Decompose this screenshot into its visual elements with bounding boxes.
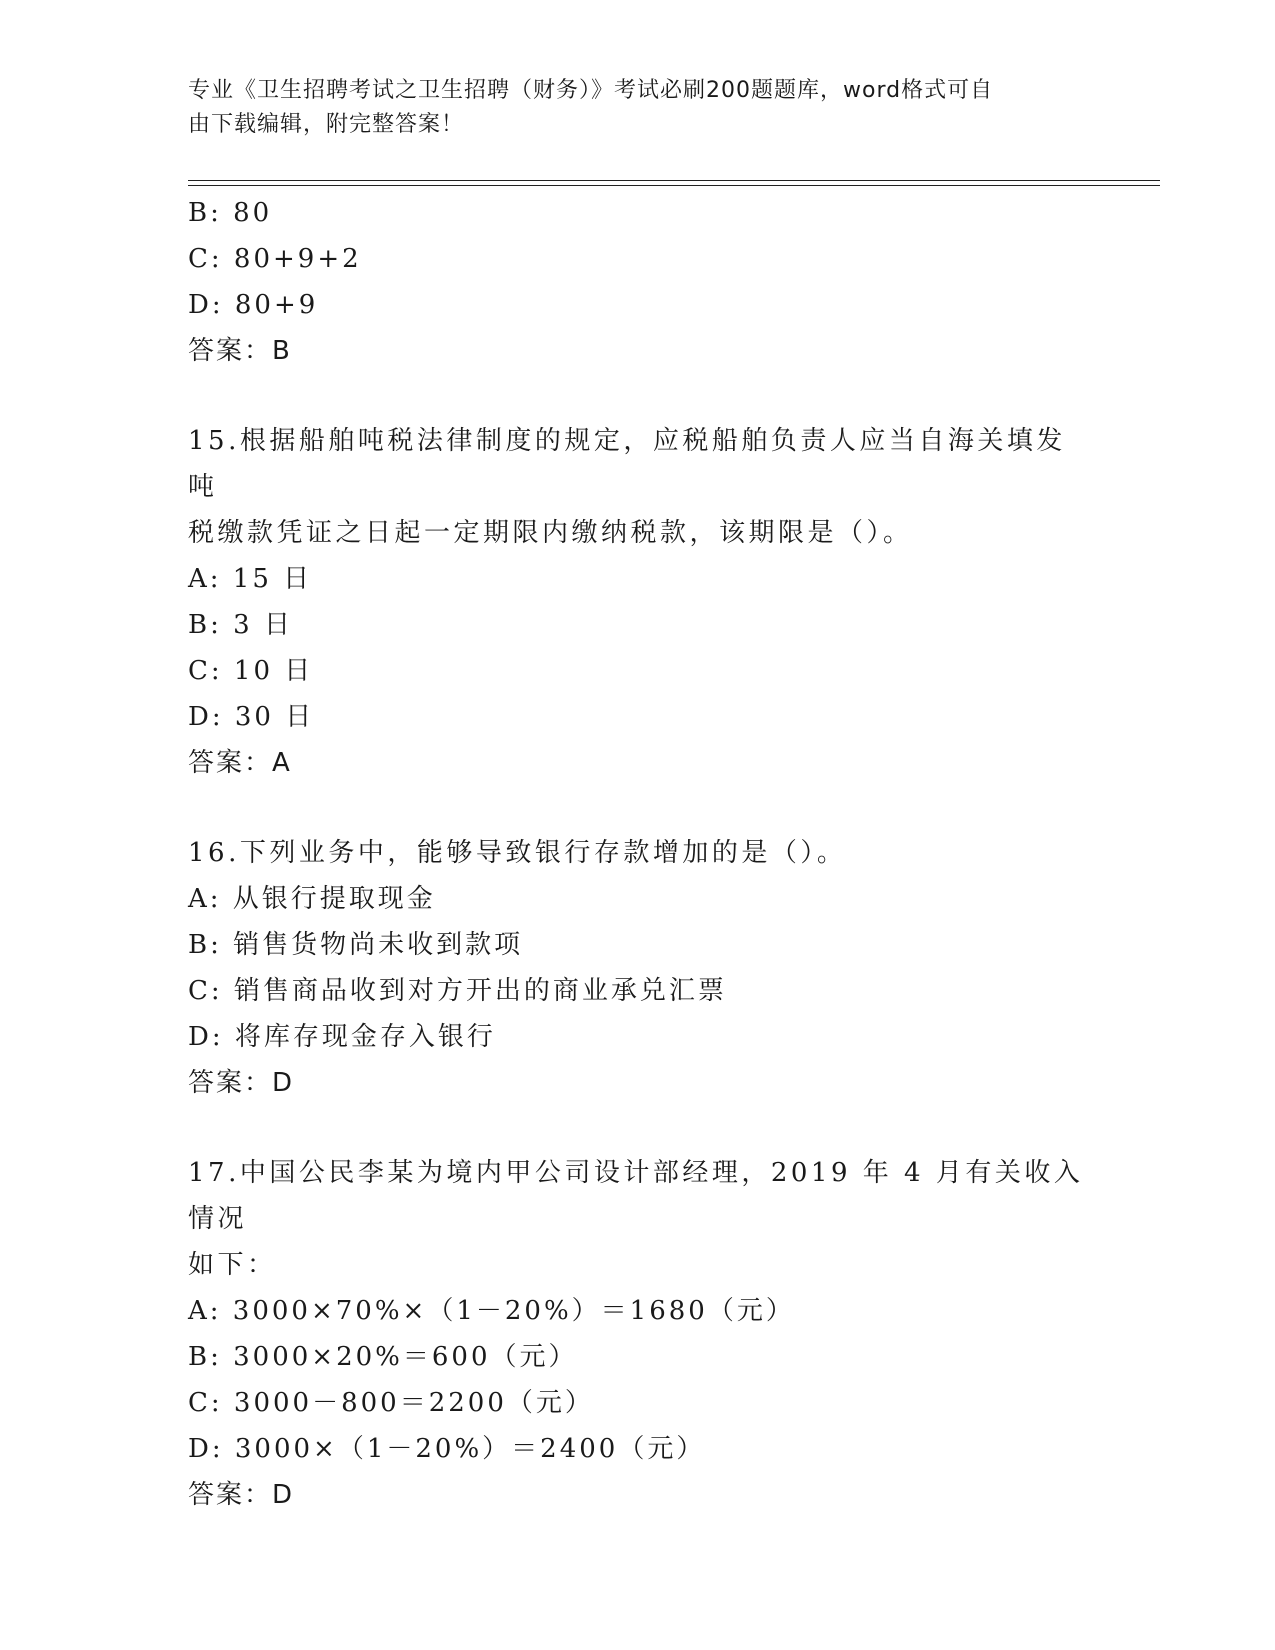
option-b: B: 3 日 [188, 610, 293, 640]
option-d: D: 3000×（1－20%）＝2400（元） [188, 1434, 706, 1464]
option-b: B: 80 [188, 198, 273, 228]
question-16 [188, 830, 1088, 1106]
question-15 [188, 418, 1088, 786]
option-a: A: 从银行提取现金 [188, 884, 436, 914]
option-d: D: 30 日 [188, 702, 315, 732]
header-line-1: 专业《卫生招聘考试之卫生招聘（财务）》考试必刷200题题库，word格式可自 [188, 78, 994, 103]
question-17 [188, 1150, 1088, 1518]
answer-line: 答案：A [188, 748, 292, 778]
option-a: A: 3000×70%×（1－20%）＝1680（元） [188, 1296, 795, 1326]
question-text-line-2: 税缴款凭证之日起一定期限内缴纳税款，该期限是（）。 [188, 518, 913, 548]
option-c: C: 10 日 [188, 656, 314, 686]
question-14-continued [188, 190, 1088, 374]
option-c: C: 3000－800＝2200（元） [188, 1388, 594, 1418]
question-list [188, 190, 1088, 1518]
question-text-line-1: 15.根据船舶吨税法律制度的规定，应税船舶负责人应当自海关填发吨 [188, 426, 1066, 502]
header-line-2: 由下载编辑，附完整答案！ [188, 112, 465, 137]
option-b: B: 销售货物尚未收到款项 [188, 930, 524, 960]
header-divider-bottom [188, 185, 1160, 186]
answer-line: 答案：D [188, 1480, 295, 1510]
question-text-line-2: 如下： [188, 1250, 277, 1280]
option-d: D: 将库存现金存入银行 [188, 1022, 496, 1052]
answer-line: 答案：D [188, 1068, 295, 1098]
option-b: B: 3000×20%＝600（元） [188, 1342, 578, 1372]
option-a: A: 15 日 [188, 564, 313, 594]
question-text-line-1: 17.中国公民李某为境内甲公司设计部经理，2019 年 4 月有关收入情况 [188, 1158, 1084, 1234]
option-d: D: 80+9 [188, 290, 319, 320]
answer-line: 答案：B [188, 336, 292, 366]
option-c: C: 销售商品收到对方开出的商业承兑汇票 [188, 976, 727, 1006]
question-text-line-1: 16.下列业务中，能够导致银行存款增加的是（）。 [188, 838, 847, 868]
header-divider-top [188, 180, 1160, 181]
document-header [188, 74, 1068, 142]
option-c: C: 80+9+2 [188, 244, 362, 274]
